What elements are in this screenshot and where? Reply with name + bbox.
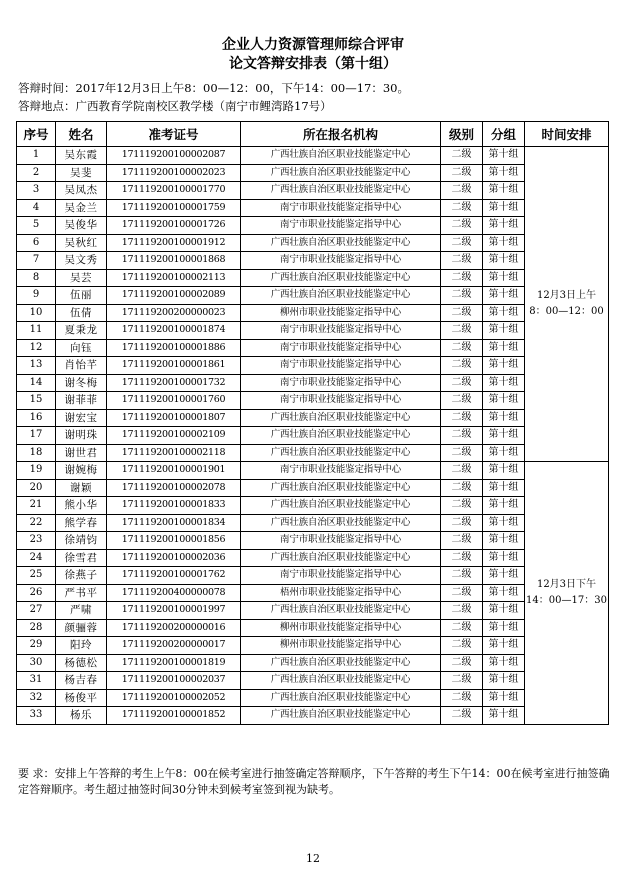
row-number: 30 <box>17 654 56 672</box>
admission-number: 171119200100001861 <box>107 357 241 375</box>
column-header: 分组 <box>483 122 525 147</box>
registration-agency: 南宁市职业技能鉴定指导中心 <box>241 252 441 270</box>
admission-number: 171119200100001732 <box>107 374 241 392</box>
level: 二级 <box>441 234 483 252</box>
group: 第十组 <box>483 374 525 392</box>
candidate-name: 徐燕子 <box>56 567 107 585</box>
level: 二级 <box>441 322 483 340</box>
group: 第十组 <box>483 409 525 427</box>
admission-number: 171119200100001726 <box>107 217 241 235</box>
registration-agency: 广西壮族自治区职业技能鉴定中心 <box>241 269 441 287</box>
registration-agency: 广西壮族自治区职业技能鉴定中心 <box>241 147 441 165</box>
group: 第十组 <box>483 234 525 252</box>
registration-agency: 广西壮族自治区职业技能鉴定中心 <box>241 672 441 690</box>
admission-number: 171119200100001856 <box>107 532 241 550</box>
document-title: 企业人力资源管理师综合评审 <box>222 37 404 53</box>
row-number: 17 <box>17 427 56 445</box>
level: 二级 <box>441 672 483 690</box>
registration-agency: 广西壮族自治区职业技能鉴定中心 <box>241 182 441 200</box>
admission-number: 171119200100002087 <box>107 147 241 165</box>
table-body <box>17 147 609 725</box>
registration-agency: 广西壮族自治区职业技能鉴定中心 <box>241 514 441 532</box>
level: 二级 <box>441 147 483 165</box>
level: 二级 <box>441 462 483 480</box>
level: 二级 <box>441 164 483 182</box>
level: 二级 <box>441 584 483 602</box>
page-number: 12 <box>306 852 320 865</box>
candidate-name: 颜骊蓉 <box>56 619 107 637</box>
registration-agency: 广西壮族自治区职业技能鉴定中心 <box>241 409 441 427</box>
level: 二级 <box>441 689 483 707</box>
row-number: 6 <box>17 234 56 252</box>
defense-time-info: 答辩时间：2017年12月3日上午8：00—12：00，下午14：00—17：30。 <box>18 81 409 95</box>
level: 二级 <box>441 479 483 497</box>
registration-agency: 广西壮族自治区职业技能鉴定中心 <box>241 479 441 497</box>
candidate-name: 吴金兰 <box>56 199 107 217</box>
registration-agency: 南宁市职业技能鉴定指导中心 <box>241 339 441 357</box>
column-header: 准考证号 <box>107 122 241 147</box>
row-number: 19 <box>17 462 56 480</box>
admission-number: 171119200100001997 <box>107 602 241 620</box>
admission-number: 171119200100001912 <box>107 234 241 252</box>
table-row <box>17 269 609 287</box>
admission-number: 171119200100001762 <box>107 567 241 585</box>
admission-number: 171119200100002078 <box>107 479 241 497</box>
group: 第十组 <box>483 689 525 707</box>
level: 二级 <box>441 392 483 410</box>
table-row <box>17 392 609 410</box>
group: 第十组 <box>483 479 525 497</box>
registration-agency: 广西壮族自治区职业技能鉴定中心 <box>241 602 441 620</box>
level: 二级 <box>441 532 483 550</box>
admission-number: 171119200100002023 <box>107 164 241 182</box>
registration-agency: 柳州市职业技能鉴定指导中心 <box>241 304 441 322</box>
candidate-name: 杨俊平 <box>56 689 107 707</box>
level: 二级 <box>441 269 483 287</box>
registration-agency: 南宁市职业技能鉴定指导中心 <box>241 357 441 375</box>
group: 第十组 <box>483 322 525 340</box>
admission-number: 171119200100001852 <box>107 707 241 725</box>
registration-agency: 南宁市职业技能鉴定指导中心 <box>241 374 441 392</box>
admission-number: 171119200400000078 <box>107 584 241 602</box>
level: 二级 <box>441 304 483 322</box>
row-number: 5 <box>17 217 56 235</box>
table-row <box>17 199 609 217</box>
registration-agency: 广西壮族自治区职业技能鉴定中心 <box>241 497 441 515</box>
candidate-name: 谢婉梅 <box>56 462 107 480</box>
row-number: 1 <box>17 147 56 165</box>
row-number: 15 <box>17 392 56 410</box>
admission-number: 171119200100001833 <box>107 497 241 515</box>
admission-number: 171119200100001834 <box>107 514 241 532</box>
table-row <box>17 672 609 690</box>
admission-number: 171119200200000017 <box>107 637 241 655</box>
table-row <box>17 689 609 707</box>
group: 第十组 <box>483 269 525 287</box>
registration-agency: 南宁市职业技能鉴定指导中心 <box>241 392 441 410</box>
candidate-name: 杨乐 <box>56 707 107 725</box>
table-row <box>17 462 609 480</box>
admission-number: 171119200100002037 <box>107 672 241 690</box>
candidate-name: 吴芸 <box>56 269 107 287</box>
admission-number: 171119200100001759 <box>107 199 241 217</box>
table-row <box>17 374 609 392</box>
candidate-name: 吴俊华 <box>56 217 107 235</box>
candidate-name: 夏秉龙 <box>56 322 107 340</box>
row-number: 33 <box>17 707 56 725</box>
level: 二级 <box>441 637 483 655</box>
row-number: 12 <box>17 339 56 357</box>
row-number: 16 <box>17 409 56 427</box>
level: 二级 <box>441 182 483 200</box>
candidate-name: 伍倩 <box>56 304 107 322</box>
admission-number: 171119200100002113 <box>107 269 241 287</box>
group: 第十组 <box>483 217 525 235</box>
level: 二级 <box>441 427 483 445</box>
registration-agency: 梧州市职业技能鉴定指导中心 <box>241 584 441 602</box>
candidate-name: 谢颖 <box>56 479 107 497</box>
admission-number: 171119200200000016 <box>107 619 241 637</box>
level: 二级 <box>441 567 483 585</box>
candidate-name: 肖怡芊 <box>56 357 107 375</box>
group: 第十组 <box>483 672 525 690</box>
candidate-name: 谢菲菲 <box>56 392 107 410</box>
row-number: 20 <box>17 479 56 497</box>
registration-agency: 柳州市职业技能鉴定指导中心 <box>241 637 441 655</box>
requirements-note: 要 求：安排上午答辩的考生上午8：00在候考室进行抽签确定答辩顺序，下午答辩的考生下午14：00在候考室进行抽签确定答辩顺序。考生超过抽签时间30分钟未到候考室签到视为缺考。 <box>18 767 610 796</box>
table-row <box>17 339 609 357</box>
registration-agency: 南宁市职业技能鉴定指导中心 <box>241 199 441 217</box>
level: 二级 <box>441 707 483 725</box>
candidate-name: 阳玲 <box>56 637 107 655</box>
row-number: 27 <box>17 602 56 620</box>
candidate-name: 谢明珠 <box>56 427 107 445</box>
candidate-name: 吴秋红 <box>56 234 107 252</box>
row-number: 28 <box>17 619 56 637</box>
row-number: 10 <box>17 304 56 322</box>
row-number: 29 <box>17 637 56 655</box>
candidate-name: 吴东霞 <box>56 147 107 165</box>
row-number: 26 <box>17 584 56 602</box>
registration-agency: 广西壮族自治区职业技能鉴定中心 <box>241 234 441 252</box>
table-header-row <box>17 122 609 147</box>
table-row <box>17 444 609 462</box>
group: 第十组 <box>483 287 525 305</box>
candidate-name: 向钰 <box>56 339 107 357</box>
table-row <box>17 637 609 655</box>
admission-number: 171119200100002052 <box>107 689 241 707</box>
table-row <box>17 164 609 182</box>
level: 二级 <box>441 497 483 515</box>
row-number: 22 <box>17 514 56 532</box>
table-row <box>17 584 609 602</box>
table-row <box>17 182 609 200</box>
time-slot <box>525 147 609 462</box>
registration-agency: 广西壮族自治区职业技能鉴定中心 <box>241 444 441 462</box>
level: 二级 <box>441 374 483 392</box>
level: 二级 <box>441 339 483 357</box>
group: 第十组 <box>483 707 525 725</box>
registration-agency: 广西壮族自治区职业技能鉴定中心 <box>241 164 441 182</box>
candidate-name: 吴斐 <box>56 164 107 182</box>
candidate-name: 严书平 <box>56 584 107 602</box>
group: 第十组 <box>483 584 525 602</box>
table-row <box>17 497 609 515</box>
admission-number: 171119200100002118 <box>107 444 241 462</box>
registration-agency: 广西壮族自治区职业技能鉴定中心 <box>241 287 441 305</box>
group: 第十组 <box>483 532 525 550</box>
row-number: 14 <box>17 374 56 392</box>
candidate-name: 吴文秀 <box>56 252 107 270</box>
group: 第十组 <box>483 427 525 445</box>
candidate-name: 吴凤杰 <box>56 182 107 200</box>
admission-number: 171119200100001807 <box>107 409 241 427</box>
table-row <box>17 234 609 252</box>
table-row <box>17 532 609 550</box>
candidate-name: 徐雪君 <box>56 549 107 567</box>
table-row <box>17 304 609 322</box>
candidate-name: 徐靖钧 <box>56 532 107 550</box>
candidate-name: 熊小华 <box>56 497 107 515</box>
registration-agency: 广西壮族自治区职业技能鉴定中心 <box>241 707 441 725</box>
level: 二级 <box>441 217 483 235</box>
registration-agency: 广西壮族自治区职业技能鉴定中心 <box>241 427 441 445</box>
level: 二级 <box>441 619 483 637</box>
row-number: 18 <box>17 444 56 462</box>
group: 第十组 <box>483 182 525 200</box>
admission-number: 171119200100001819 <box>107 654 241 672</box>
table-row <box>17 514 609 532</box>
candidate-name: 谢冬梅 <box>56 374 107 392</box>
admission-number: 171119200100002089 <box>107 287 241 305</box>
level: 二级 <box>441 252 483 270</box>
candidate-name: 熊学春 <box>56 514 107 532</box>
table-row <box>17 602 609 620</box>
table-row <box>17 147 609 165</box>
time-slot <box>525 462 609 725</box>
table-row <box>17 252 609 270</box>
group: 第十组 <box>483 339 525 357</box>
row-number: 11 <box>17 322 56 340</box>
table-row <box>17 322 609 340</box>
group: 第十组 <box>483 147 525 165</box>
level: 二级 <box>441 357 483 375</box>
admission-number: 171119200100001874 <box>107 322 241 340</box>
row-number: 13 <box>17 357 56 375</box>
registration-agency: 南宁市职业技能鉴定指导中心 <box>241 567 441 585</box>
admission-number: 171119200100001901 <box>107 462 241 480</box>
time-slot-hours: 14：00—17：30 <box>526 594 607 606</box>
group: 第十组 <box>483 462 525 480</box>
table-row <box>17 427 609 445</box>
group: 第十组 <box>483 549 525 567</box>
admission-number: 171119200200000023 <box>107 304 241 322</box>
table-row <box>17 654 609 672</box>
group: 第十组 <box>483 567 525 585</box>
time-slot-date: 12月3日上午 <box>536 290 597 301</box>
row-number: 23 <box>17 532 56 550</box>
candidate-name: 杨吉春 <box>56 672 107 690</box>
level: 二级 <box>441 409 483 427</box>
table-row <box>17 707 609 725</box>
time-slot-hours: 8：00—12：00 <box>529 306 604 317</box>
table-row <box>17 567 609 585</box>
row-number: 21 <box>17 497 56 515</box>
group: 第十组 <box>483 654 525 672</box>
level: 二级 <box>441 287 483 305</box>
group: 第十组 <box>483 392 525 410</box>
table-row <box>17 287 609 305</box>
row-number: 9 <box>17 287 56 305</box>
group: 第十组 <box>483 602 525 620</box>
defense-place-info: 答辩地点：广西教育学院南校区教学楼（南宁市鲤湾路17号） <box>18 99 332 113</box>
row-number: 8 <box>17 269 56 287</box>
registration-agency: 南宁市职业技能鉴定指导中心 <box>241 217 441 235</box>
column-header: 级别 <box>441 122 483 147</box>
registration-agency: 广西壮族自治区职业技能鉴定中心 <box>241 549 441 567</box>
table-row <box>17 217 609 235</box>
level: 二级 <box>441 514 483 532</box>
admission-number: 171119200100001886 <box>107 339 241 357</box>
row-number: 25 <box>17 567 56 585</box>
group: 第十组 <box>483 304 525 322</box>
row-number: 2 <box>17 164 56 182</box>
admission-number: 171119200100002109 <box>107 427 241 445</box>
group: 第十组 <box>483 497 525 515</box>
group: 第十组 <box>483 199 525 217</box>
admission-number: 171119200100002036 <box>107 549 241 567</box>
table-row <box>17 619 609 637</box>
candidate-name: 伍丽 <box>56 287 107 305</box>
group: 第十组 <box>483 637 525 655</box>
row-number: 4 <box>17 199 56 217</box>
registration-agency: 柳州市职业技能鉴定指导中心 <box>241 619 441 637</box>
level: 二级 <box>441 549 483 567</box>
registration-agency: 南宁市职业技能鉴定指导中心 <box>241 462 441 480</box>
candidate-name: 谢世君 <box>56 444 107 462</box>
candidate-name: 严啸 <box>56 602 107 620</box>
level: 二级 <box>441 444 483 462</box>
row-number: 32 <box>17 689 56 707</box>
admission-number: 171119200100001770 <box>107 182 241 200</box>
column-header: 姓名 <box>56 122 107 147</box>
group: 第十组 <box>483 514 525 532</box>
row-number: 31 <box>17 672 56 690</box>
group: 第十组 <box>483 444 525 462</box>
level: 二级 <box>441 654 483 672</box>
row-number: 3 <box>17 182 56 200</box>
level: 二级 <box>441 199 483 217</box>
registration-agency: 南宁市职业技能鉴定指导中心 <box>241 322 441 340</box>
schedule-table <box>16 121 609 725</box>
row-number: 24 <box>17 549 56 567</box>
column-header: 时间安排 <box>525 122 609 147</box>
column-header: 所在报名机构 <box>241 122 441 147</box>
group: 第十组 <box>483 357 525 375</box>
candidate-name: 谢宏宝 <box>56 409 107 427</box>
group: 第十组 <box>483 619 525 637</box>
level: 二级 <box>441 602 483 620</box>
group: 第十组 <box>483 164 525 182</box>
column-header: 序号 <box>17 122 56 147</box>
registration-agency: 广西壮族自治区职业技能鉴定中心 <box>241 654 441 672</box>
table-row <box>17 549 609 567</box>
time-slot-date: 12月3日下午 <box>536 578 597 590</box>
table-row <box>17 357 609 375</box>
table-row <box>17 409 609 427</box>
registration-agency: 广西壮族自治区职业技能鉴定中心 <box>241 689 441 707</box>
document-subtitle: 论文答辩安排表（第十组） <box>229 56 397 72</box>
row-number: 7 <box>17 252 56 270</box>
registration-agency: 南宁市职业技能鉴定指导中心 <box>241 532 441 550</box>
admission-number: 171119200100001760 <box>107 392 241 410</box>
admission-number: 171119200100001868 <box>107 252 241 270</box>
group: 第十组 <box>483 252 525 270</box>
candidate-name: 杨德松 <box>56 654 107 672</box>
table-row <box>17 479 609 497</box>
